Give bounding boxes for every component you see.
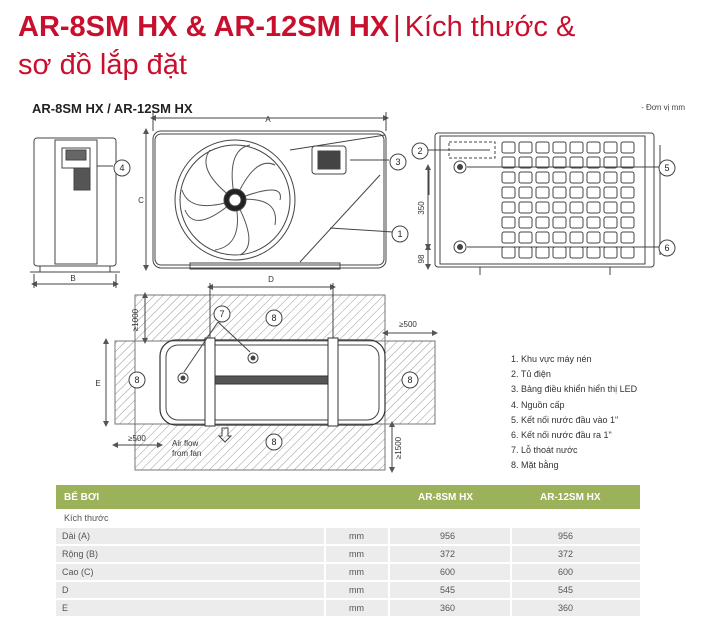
vent-cell <box>502 217 515 228</box>
vent-cell <box>536 172 549 183</box>
airflow-label-1: Air flow <box>172 439 199 448</box>
vent-cell <box>621 217 634 228</box>
vent-cell <box>502 232 515 243</box>
callout-5 <box>659 160 675 176</box>
vent-cell <box>536 217 549 228</box>
vent-cell <box>621 232 634 243</box>
vent-cell <box>553 187 566 198</box>
vent-cell <box>604 172 617 183</box>
vent-cell <box>519 142 532 153</box>
vent-cell <box>587 202 600 213</box>
vent-cell <box>570 157 583 168</box>
vent-cell <box>553 217 566 228</box>
svg-text:2: 2 <box>417 146 423 156</box>
callout-2 <box>412 143 428 159</box>
vent-cell <box>570 247 583 258</box>
vent-cell <box>570 217 583 228</box>
callout-8-right <box>402 372 418 388</box>
svg-text:8: 8 <box>271 437 277 447</box>
vent-cell <box>519 232 532 243</box>
header-model-8: AR-8SM HX <box>418 492 474 503</box>
dim-B: B <box>70 274 76 283</box>
table-header <box>56 485 640 509</box>
row-label: Rộng (B) <box>62 549 99 559</box>
table-row <box>56 527 640 545</box>
row-value-8: 545 <box>440 585 456 595</box>
rear-vent-grid <box>502 142 634 258</box>
legend-item: 1. Khu vực máy nén <box>511 354 592 364</box>
dim-D: D <box>268 275 274 284</box>
vent-cell <box>502 172 515 183</box>
dim-clear-top: ≥1000 <box>131 308 140 332</box>
vent-cell <box>519 247 532 258</box>
vent-cell <box>553 232 566 243</box>
svg-text:3: 3 <box>395 157 401 167</box>
vent-cell <box>536 187 549 198</box>
vent-cell <box>587 232 600 243</box>
vent-cell <box>502 142 515 153</box>
vent-cell <box>604 142 617 153</box>
dim-E: E <box>95 379 101 388</box>
vent-cell <box>553 202 566 213</box>
svg-text:6: 6 <box>664 243 670 253</box>
callout-4 <box>114 160 130 176</box>
row-label: Dài (A) <box>62 531 91 541</box>
callout-8-top <box>266 310 282 326</box>
callout-7 <box>214 306 230 322</box>
vent-cell <box>621 247 634 258</box>
vent-cell <box>621 157 634 168</box>
header-model-12: AR-12SM HX <box>540 492 601 503</box>
table-row <box>56 581 640 599</box>
title-models: AR-8SM HX & AR-12SM HX <box>18 11 390 43</box>
row-unit: mm <box>349 531 364 541</box>
svg-text:7: 7 <box>219 309 225 319</box>
vent-cell <box>553 247 566 258</box>
vent-cell <box>553 157 566 168</box>
svg-text:8: 8 <box>134 375 140 385</box>
legend-item: 8. Mặt bằng <box>511 460 559 471</box>
vent-cell <box>553 142 566 153</box>
vent-cell <box>502 187 515 198</box>
dim-clear-bottom: ≥1500 <box>394 436 403 460</box>
vent-cell <box>536 232 549 243</box>
dim-A: A <box>265 115 271 124</box>
callout-6 <box>659 240 675 256</box>
svg-text:4: 4 <box>119 163 125 173</box>
title-sub-line2: sơ đồ lắp đặt <box>18 49 187 81</box>
vent-cell <box>570 187 583 198</box>
row-label: E <box>62 603 69 613</box>
vent-cell <box>536 157 549 168</box>
row-unit: mm <box>349 603 364 613</box>
front-view <box>146 112 386 269</box>
row-value-12: 372 <box>558 549 574 559</box>
svg-text:5: 5 <box>664 163 670 173</box>
dim-350: 350 <box>417 201 426 215</box>
dim-clear-left: ≥500 <box>128 434 146 443</box>
legend-item: 7. Lỗ thoát nước <box>511 445 578 456</box>
airflow-label-2: from fan <box>172 449 202 458</box>
vent-cell <box>570 202 583 213</box>
dim-98: 98 <box>417 254 426 264</box>
legend-item: 3. Bảng điều khiển hiển thị LED <box>511 384 638 395</box>
table-section-row <box>56 509 640 527</box>
spec-table <box>56 485 640 617</box>
section-label: Kích thước <box>64 513 109 523</box>
vent-cell <box>604 232 617 243</box>
side-view <box>30 138 120 288</box>
callout-8-left <box>129 372 145 388</box>
row-value-12: 956 <box>558 531 574 541</box>
vent-cell <box>621 142 634 153</box>
vent-cell <box>519 217 532 228</box>
row-value-8: 600 <box>440 567 456 577</box>
table-row <box>56 563 640 581</box>
svg-text:8: 8 <box>407 375 413 385</box>
row-value-8: 372 <box>440 549 456 559</box>
callout-1 <box>392 226 408 242</box>
title-separator: | <box>393 11 401 43</box>
vent-cell <box>621 202 634 213</box>
title-sub-line1: Kích thước & <box>404 11 576 43</box>
vent-cell <box>536 142 549 153</box>
vent-cell <box>587 187 600 198</box>
row-label: Cao (C) <box>62 567 94 577</box>
svg-text:1: 1 <box>397 229 403 239</box>
vent-cell <box>621 172 634 183</box>
vent-cell <box>519 202 532 213</box>
row-unit: mm <box>349 585 364 595</box>
vent-cell <box>519 187 532 198</box>
row-value-8: 360 <box>440 603 456 613</box>
row-value-12: 360 <box>558 603 574 613</box>
vent-cell <box>553 172 566 183</box>
drawing-model-heading: AR-8SM HX / AR-12SM HX <box>32 101 193 116</box>
legend-item: 5. Kết nối nước đầu vào 1" <box>511 414 619 425</box>
row-unit: mm <box>349 567 364 577</box>
vent-cell <box>502 157 515 168</box>
row-unit: mm <box>349 549 364 559</box>
vent-cell <box>570 232 583 243</box>
vent-cell <box>502 247 515 258</box>
vent-cell <box>502 202 515 213</box>
svg-text:8: 8 <box>271 313 277 323</box>
vent-cell <box>587 172 600 183</box>
vent-cell <box>621 187 634 198</box>
callout-3 <box>390 154 406 170</box>
vent-cell <box>519 157 532 168</box>
row-value-12: 600 <box>558 567 574 577</box>
legend-item: 2. Tủ điện <box>511 369 551 380</box>
vent-cell <box>570 142 583 153</box>
row-value-8: 956 <box>440 531 456 541</box>
vent-cell <box>604 157 617 168</box>
vent-cell <box>604 187 617 198</box>
dim-clear-right: ≥500 <box>399 320 417 329</box>
vent-cell <box>587 217 600 228</box>
vent-cell <box>587 142 600 153</box>
callout-8-bottom <box>266 434 282 450</box>
vent-cell <box>536 202 549 213</box>
vent-cell <box>570 172 583 183</box>
rear-view <box>428 133 660 275</box>
table-row <box>56 599 640 617</box>
legend-item: 6. Kết nối nước đầu ra 1" <box>511 430 612 441</box>
vent-cell <box>536 247 549 258</box>
header-pool: BỂ BƠI <box>64 492 100 503</box>
row-value-12: 545 <box>558 585 574 595</box>
vent-cell <box>604 247 617 258</box>
legend <box>511 352 637 474</box>
vent-cell <box>587 247 600 258</box>
row-label: D <box>62 585 69 595</box>
table-row <box>56 545 640 563</box>
vent-cell <box>587 157 600 168</box>
legend-item: 4. Nguồn cấp <box>511 399 565 410</box>
vent-cell <box>519 172 532 183</box>
vent-cell <box>604 202 617 213</box>
unit-note: - Đơn vị mm <box>641 103 685 112</box>
dim-C: C <box>138 196 144 205</box>
vent-cell <box>604 217 617 228</box>
